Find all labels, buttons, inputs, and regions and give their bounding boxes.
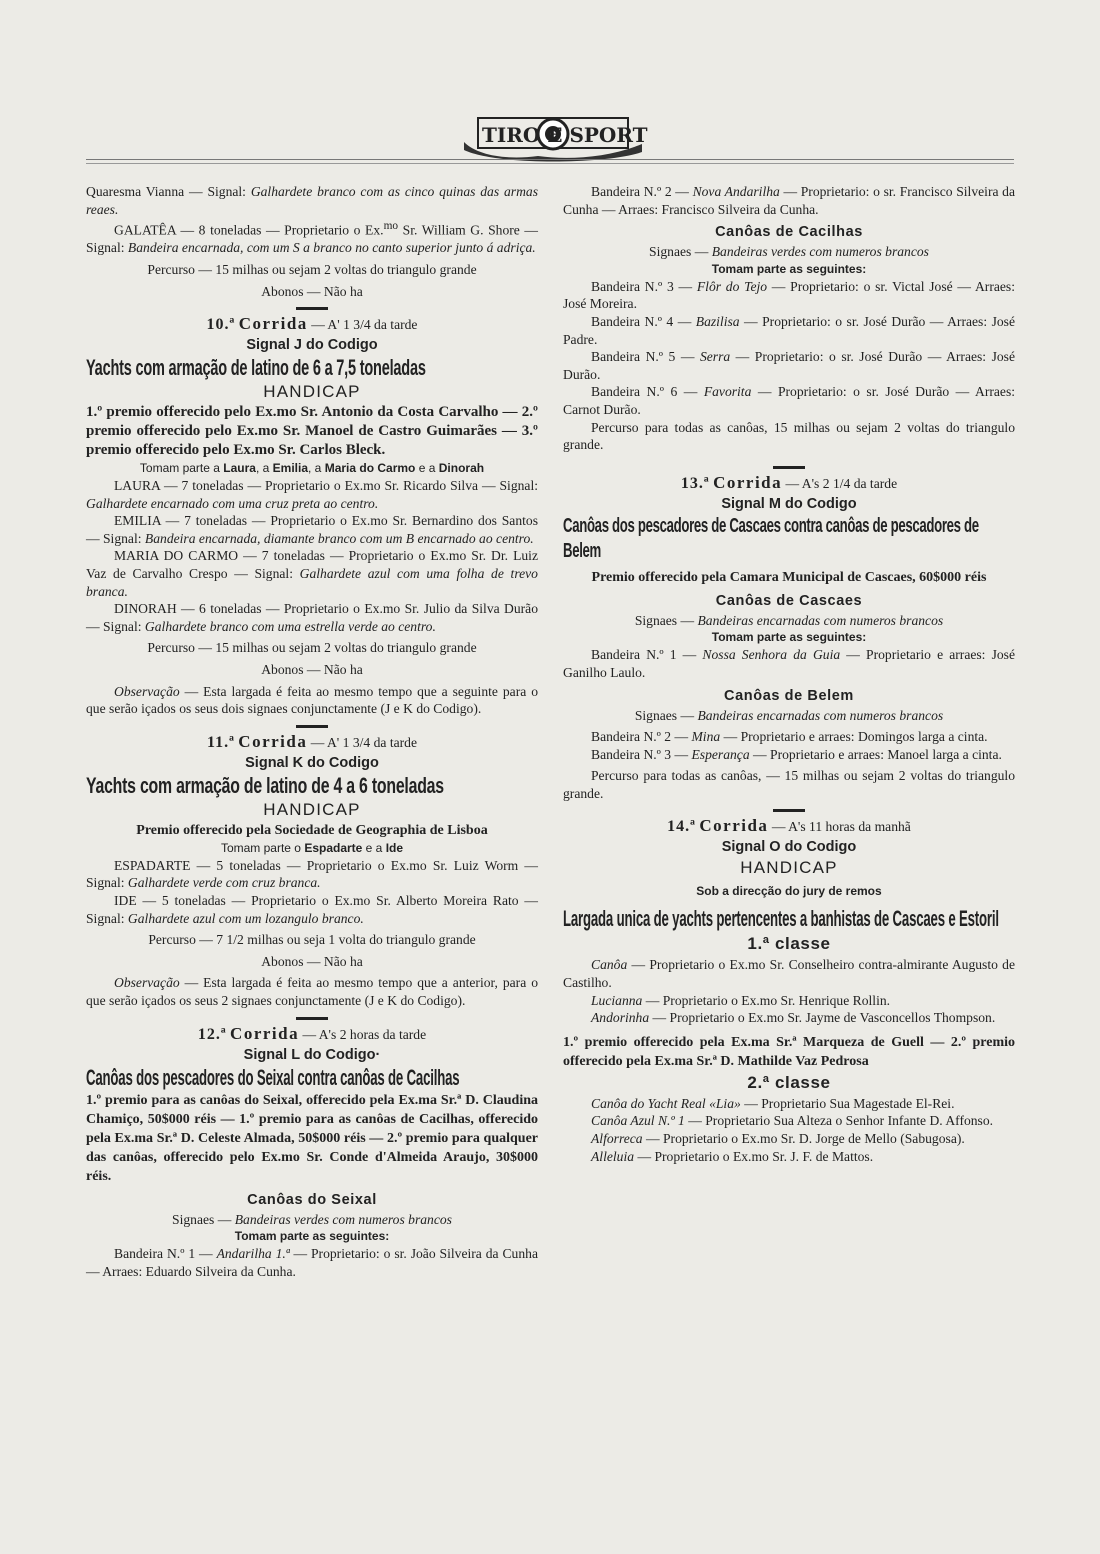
entry: Bandeira N.º 5 — Serra — Proprietario: o sr. José Durão — Arraes: José Durão.: [563, 349, 1015, 382]
entry: Bandeira N.º 1 — Nossa Senhora da Guia — Proprietario e arraes: José Ganilho Laulo.: [563, 647, 1016, 680]
abonos-text: Abonos — Não ha: [261, 953, 363, 969]
left-column: [86, 183, 538, 1280]
entry: Canôa Azul N.º 1 — Proprietario Sua Alteza o Senhor Infante D. Affonso.: [591, 1113, 994, 1129]
abonos-text: Abonos — Não ha: [261, 662, 363, 678]
class-heading: 2.ª classe: [747, 1072, 831, 1092]
entry: ESPADARTE — 5 toneladas — Proprietario o Ex.mo Sr. Luiz Worm — Signal: Galhardete verde com cruz branca.: [86, 857, 538, 891]
race-title: Yachts com armação de latino de 4 a 6 toneladas: [86, 772, 444, 798]
entry: Bandeira N.º 3 — Flôr do Tejo — Proprietario: o sr. Victal José — Arraes: José Moreira.: [563, 278, 1015, 312]
observation: Observação — Esta largada é feita ao mesmo tempo que a anterior, para o que serão içados os seus 2 signaes conjunctamente (J e K do Codigo).: [86, 975, 538, 1008]
race-heading: 14.ª Corrida — A's 11 horas da manhã: [667, 816, 911, 836]
race-prize: 1.º premio offerecido pela Ex.ma Sr.ª Marqueza de Guell — 2.º premio offerecido pela Ex.ma Sr.ª D. Mathilde Vaz Pedrosa: [563, 1034, 1015, 1069]
participants-line: Tomam parte as seguintes:: [234, 1229, 390, 1244]
header-rule: [86, 159, 1014, 160]
separator: [296, 307, 328, 310]
entry: Alforreca — Proprietario o Ex.mo Sr. D. Jorge de Mello (Sabugosa).: [591, 1131, 965, 1147]
subsection-heading: Canôas de Cacilhas: [715, 224, 863, 241]
subsection-heading: Canôas de Belem: [724, 687, 854, 704]
participants-line: Tomam parte as seguintes:: [711, 261, 867, 276]
participants-line: Tomam parte o Espadarte e a Ide: [220, 840, 404, 855]
race-signal: Signal M do Codigo: [721, 495, 857, 512]
entry: Bandeira N.º 3 — Esperança — Proprietario e arraes: Manoel larga a cinta.: [591, 746, 1002, 762]
paragraph: GALATÊA — 8 toneladas — Proprietario o Ex.$^{mo}$ Sr. William G. Shore — Signal: Bandeira encarnada, com um S a branco no canto superior junto á adriça.: [86, 220, 538, 256]
abonos-text: Abonos — Não ha: [261, 283, 363, 299]
observation: Observação — Esta largada é feita ao mesmo tempo que a seguinte para o que serão içados os seus dois signaes conjunctamente (J e K do Codigo).: [86, 683, 538, 717]
right-column: [563, 183, 1015, 1165]
entry: LAURA — 7 toneladas — Proprietario o Ex.mo Sr. Ricardo Silva — Signal: Galhardete encarnado com uma cruz preta ao centro.: [86, 478, 538, 511]
race-heading: 12.ª Corrida — A's 2 horas da tarde: [197, 1023, 427, 1043]
participants-line: Tomam parte a Laura, a Emilia, a Maria do Carmo e a Dinorah: [139, 461, 485, 476]
race-prize: Premio offerecido pela Camara Municipal de Cascaes, 60$000 réis: [591, 569, 987, 585]
handicap-label: HANDICAP: [740, 858, 838, 878]
race-title: Canôas dos pescadores de Cascaes contra canôas de pescadores de Belem: [563, 514, 979, 562]
course-text: Percurso — 15 milhas ou sejam 2 voltas do triangulo grande: [147, 261, 477, 277]
entry: DINORAH — 6 toneladas — Proprietario o Ex.mo Sr. Julio da Silva Durão — Signal: Galhardete branco com uma estrella verde ao centro.: [86, 601, 538, 634]
race-prize: 1.º premio para as canôas do Seixal, offerecido pela Ex.ma Sr.ª D. Claudina Chamiço, 50$000 réis — 1.º premio para as canôas de Cacilhas, offerecido pela Ex.ma Sr.ª D. Celeste Almada, 50$000 réis — 2.º premio para qualquer das canôas, offerecido pelo Ex.mo Sr. Conde d'Almeida Araujo, 30$000 réis.: [86, 1092, 538, 1184]
race-signal: Signal K do Codigo: [245, 754, 379, 771]
separator: [773, 466, 805, 469]
subsection-heading: Canôas do Seixal: [247, 1191, 377, 1208]
race-signal: Signal L do Codigo·: [243, 1046, 381, 1063]
masthead-text: TIRO E SPORT: [482, 123, 648, 147]
race-title: Largada unica de yachts pertencentes a banhistas de Cascaes e Estoril: [563, 906, 999, 932]
signals-line: Signaes — Bandeiras verdes com numeros brancos: [649, 244, 929, 260]
jury-line: Sob a direcção do jury de remos: [696, 884, 882, 899]
race-title: Canôas dos pescadores do Seixal contra canôas de Cacilhas: [86, 1064, 460, 1090]
separator: [296, 1017, 328, 1020]
race-title: Yachts com armação de latino de 6 a 7,5 toneladas: [86, 355, 426, 381]
masthead-logo: [458, 112, 648, 164]
entry: EMILIA — 7 toneladas — Proprietario o Ex.mo Sr. Bernardino dos Santos — Signal: Bandeira encarnada, diamante branco com um B encarnado ao centro.: [86, 513, 538, 546]
signals-line: Signaes — Bandeiras encarnadas com numeros brancos: [634, 707, 944, 723]
race-heading: 10.ª Corrida — A' 1 3/4 da tarde: [206, 314, 418, 334]
paragraph: Quaresma Vianna — Signal: Galhardete branco com as cinco quinas das armas reaes.: [86, 184, 538, 217]
entry: MARIA DO CARMO — 7 toneladas — Proprietario o Ex.mo Sr. Dr. Luiz Vaz de Carvalho Crespo — Signal: Galhardete azul com uma folha de trevo branca.: [86, 548, 538, 599]
entry: Bandeira N.º 1 — Andarilha 1.ª — Proprietario: o sr. João Silveira da Cunha — Arraes: Eduardo Silveira da Cunha.: [86, 1246, 538, 1279]
entry: Andorinha — Proprietario o Ex.mo Sr. Jayme de Vasconcellos Thompson.: [591, 1010, 996, 1026]
entry: Bandeira N.º 2 — Mina — Proprietario e arraes: Domingos larga a cinta.: [591, 729, 988, 745]
separator: [296, 725, 328, 728]
entry: Bandeira N.º 4 — Bazilisa — Proprietario: o sr. José Durão — Arraes: José Padre.: [563, 313, 1015, 347]
course-text: Percurso para todas as canôas, 15 milhas ou sejam 2 voltas do triangulo grande.: [563, 419, 1015, 453]
participants-line: Tomam parte as seguintes:: [711, 630, 867, 645]
race-signal: Signal J do Codigo: [246, 337, 378, 354]
entry: Alleluia — Proprietario o Ex.mo Sr. J. F. de Mattos.: [591, 1148, 874, 1164]
handicap-label: HANDICAP: [263, 799, 361, 819]
handicap-label: HANDICAP: [263, 382, 361, 402]
separator: [773, 809, 805, 812]
course-text: Percurso para todas as canôas, — 15 milhas ou sejam 2 voltas do triangulo grande.: [563, 768, 1015, 801]
course-text: Percurso — 7 1/2 milhas ou seja 1 volta do triangulo grande: [148, 932, 476, 948]
header-rule-secondary: [86, 163, 1014, 164]
race-signal: Signal O do Codigo: [721, 839, 857, 856]
entry: Bandeira N.º 6 — Favorita — Proprietario: o sr. José Durão — Arraes: Carnot Durão.: [563, 384, 1016, 417]
entry: IDE — 5 toneladas — Proprietario o Ex.mo Sr. Alberto Moreira Rato — Signal: Galhardete azul com um lozangulo branco.: [86, 893, 538, 926]
class-heading: 1.ª classe: [747, 934, 831, 954]
signals-line: Signaes — Bandeiras encarnadas com numeros brancos: [634, 612, 944, 628]
entry: Lucianna — Proprietario o Ex.mo Sr. Henrique Rollin.: [591, 992, 891, 1008]
race-prize: Premio offerecido pela Sociedade de Geographia de Lisboa: [136, 822, 488, 838]
signals-line: Signaes — Bandeiras verdes com numeros brancos: [172, 1211, 452, 1227]
race-heading: 11.ª Corrida — A' 1 3/4 da tarde: [206, 731, 418, 751]
course-text: Percurso — 15 milhas ou sejam 2 voltas do triangulo grande: [147, 640, 477, 656]
entry: Canôa do Yacht Real «Lia» — Proprietario Sua Magestade El-Rei.: [591, 1095, 955, 1111]
entry: Bandeira N.º 2 — Nova Andarilha — Proprietario: o sr. Francisco Silveira da Cunha — Arraes: Francisco Silveira da Cunha.: [563, 184, 1016, 217]
race-prize: 1.º premio offerecido pelo Ex.mo Sr. Antonio da Costa Carvalho — 2.º premio offerecido pelo Ex.mo Sr. Manoel de Castro Guimarães — 3.º premio offerecido pelo Ex.mo Sr. Carlos Bleck.: [86, 404, 538, 459]
subsection-heading: Canôas de Cascaes: [715, 592, 863, 609]
entry: Canôa — Proprietario o Ex.mo Sr. Conselheiro contra-almirante Augusto de Castilho.: [563, 957, 1015, 991]
race-heading: 13.ª Corrida — A's 2 1/4 da tarde: [680, 472, 898, 492]
